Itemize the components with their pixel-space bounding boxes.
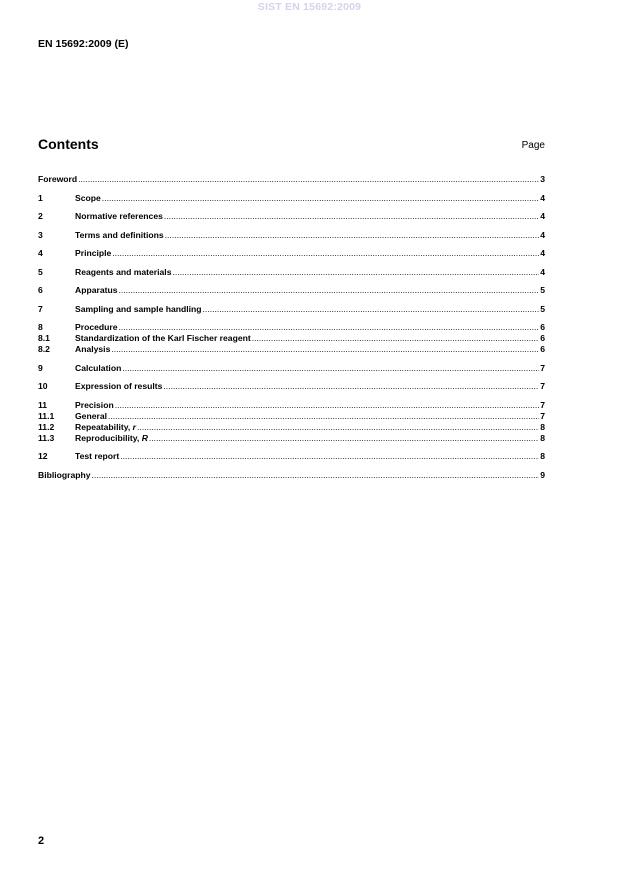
- toc-entry-number: 2: [38, 211, 43, 221]
- toc-entry-title: Procedure: [75, 322, 118, 332]
- toc-entry[interactable]: [38, 451, 545, 462]
- toc-entry-number: 8.1: [38, 333, 50, 343]
- toc-entry-page: 6: [540, 344, 545, 354]
- toc-entry[interactable]: [38, 248, 545, 259]
- toc-entry-number: 11.3: [38, 432, 55, 443]
- toc-entry-title: Sampling and sample handling: [75, 303, 202, 314]
- toc-dot-leader: [119, 285, 540, 296]
- toc-entry-page: 6: [540, 322, 545, 332]
- toc-dot-leader: [164, 211, 539, 222]
- toc-entry-page: 5: [540, 285, 545, 295]
- toc-entry[interactable]: [38, 422, 545, 433]
- toc-entry-title: Reproducibility, R: [75, 432, 148, 443]
- toc-entry-title: Standardization of the Karl Fischer reagent: [75, 333, 251, 343]
- toc-entry-number: 9: [38, 362, 43, 373]
- toc-dot-leader: [102, 193, 539, 204]
- toc-entry[interactable]: [38, 411, 545, 422]
- watermark: SIST EN 15692:2009: [257, 1, 362, 13]
- toc-dot-leader: [203, 304, 540, 315]
- toc-entry-page: 4: [540, 192, 545, 203]
- toc-dot-leader: [112, 248, 539, 259]
- toc-entry[interactable]: [38, 344, 545, 355]
- toc-entry-page: 4: [540, 211, 545, 221]
- toc-entry[interactable]: [38, 470, 545, 481]
- toc-entry[interactable]: [38, 381, 545, 392]
- toc-dot-leader: [119, 322, 540, 333]
- toc-entry-title: General: [75, 410, 108, 421]
- toc-entry[interactable]: [38, 322, 545, 333]
- toc-entry-title: Precision: [75, 399, 114, 410]
- toc-entry-title: Foreword: [38, 174, 78, 184]
- toc-entry-title: Expression of results: [75, 381, 163, 391]
- toc-entry-number: 1: [38, 192, 43, 203]
- toc-dot-leader: [252, 333, 539, 344]
- toc-entry-title: Normative references: [75, 211, 163, 221]
- toc-entry-symbol: R: [141, 432, 148, 443]
- toc-dot-leader: [137, 422, 539, 433]
- toc-entry-page: 6: [540, 333, 545, 343]
- toc-entry-number: 3: [38, 229, 43, 240]
- toc-entry-page: 9: [540, 469, 545, 480]
- toc-entry-page: 5: [540, 303, 545, 314]
- toc-entry-number: 8: [38, 322, 43, 332]
- toc-entry-title: Scope: [75, 192, 101, 203]
- toc-entry-number: 11.2: [38, 421, 55, 432]
- toc-entry-title: Calculation: [75, 362, 122, 373]
- toc-dot-leader: [111, 344, 539, 355]
- toc-entry-number: 11.1: [38, 410, 55, 421]
- toc-entry-title: Bibliography: [38, 469, 91, 480]
- page-column-label: Page: [521, 140, 545, 151]
- toc-entry-page: 3: [540, 174, 545, 184]
- toc-dot-leader: [108, 411, 539, 422]
- toc-entry-number: 10: [38, 381, 48, 391]
- toc-entry-number: 8.2: [38, 344, 50, 354]
- toc-entry-number: 12: [38, 451, 48, 461]
- toc-entry-title: Apparatus: [75, 285, 118, 295]
- toc-dot-leader: [149, 433, 539, 444]
- toc-entry[interactable]: [38, 400, 545, 411]
- toc-entry-page: 8: [540, 451, 545, 461]
- toc-entry-page: 7: [540, 399, 545, 410]
- toc-entry-number: 5: [38, 266, 43, 277]
- document-id: EN 15692:2009 (E): [38, 38, 129, 50]
- toc-entry[interactable]: [38, 285, 545, 296]
- toc-entry-title: Repeatability, r: [75, 421, 136, 432]
- contents-title: Contents: [38, 136, 99, 152]
- toc-dot-leader: [120, 451, 539, 462]
- table-of-contents: [38, 174, 545, 481]
- toc-entry-page: 8: [540, 432, 545, 443]
- toc-entry-title: Principle: [75, 248, 112, 258]
- toc-entry[interactable]: [38, 267, 545, 278]
- toc-dot-leader: [78, 174, 539, 185]
- toc-entry[interactable]: [38, 230, 545, 241]
- toc-entry-page: 7: [540, 410, 545, 421]
- toc-entry-number: 6: [38, 285, 43, 295]
- toc-entry[interactable]: [38, 433, 545, 444]
- toc-dot-leader: [172, 267, 539, 278]
- toc-entry-title: Reagents and materials: [75, 266, 172, 277]
- toc-dot-leader: [92, 470, 540, 481]
- toc-entry-page: 4: [540, 266, 545, 277]
- toc-entry-page: 8: [540, 421, 545, 432]
- toc-entry[interactable]: [38, 211, 545, 222]
- toc-entry-page: 7: [540, 362, 545, 373]
- toc-entry-title: Test report: [75, 451, 120, 461]
- page-number: 2: [38, 835, 45, 847]
- toc-dot-leader: [163, 381, 539, 392]
- toc-entry[interactable]: [38, 304, 545, 315]
- toc-entry[interactable]: [38, 174, 545, 185]
- toc-entry[interactable]: [38, 363, 545, 374]
- toc-entry-title: Terms and definitions: [75, 229, 164, 240]
- toc-dot-leader: [115, 400, 540, 411]
- toc-entry-page: 7: [540, 381, 545, 391]
- toc-entry-number: 11: [38, 399, 48, 410]
- toc-entry[interactable]: [38, 193, 545, 204]
- toc-entry-page: 4: [540, 248, 545, 258]
- toc-entry-number: 7: [38, 303, 43, 314]
- toc-dot-leader: [122, 363, 539, 374]
- toc-dot-leader: [165, 230, 540, 241]
- toc-entry-symbol: r: [132, 421, 136, 432]
- toc-entry-number: 4: [38, 248, 43, 258]
- toc-entry-page: 4: [540, 229, 545, 240]
- toc-entry-title: Analysis: [75, 344, 111, 354]
- toc-entry[interactable]: [38, 333, 545, 344]
